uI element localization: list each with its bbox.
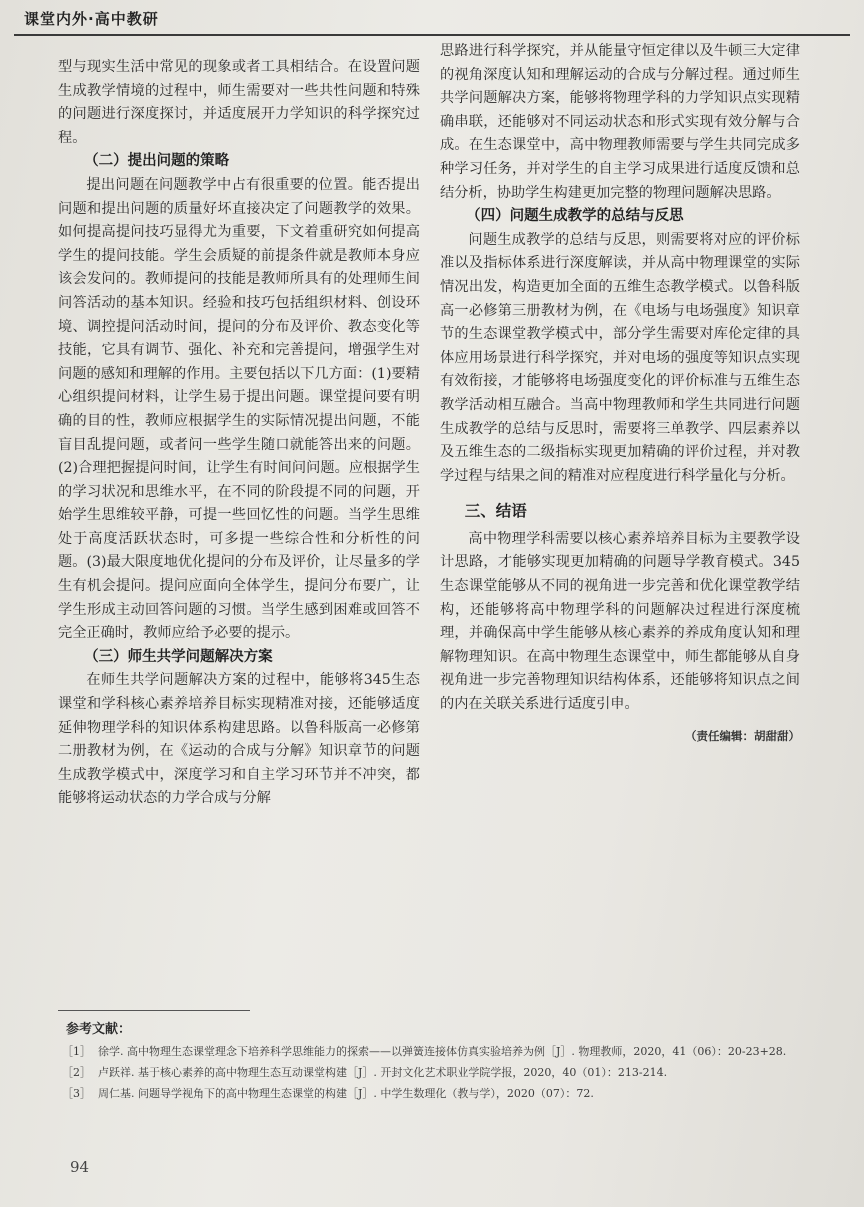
subsection-heading: （四）问题生成教学的总结与反思 bbox=[466, 208, 684, 225]
body-paragraph: 在师生共学问题解决方案的过程中，能够将345生态课堂和学科核心素养培养目标实现精准对接，还能够适度延伸物理学科的知识体系构建思路。以鲁科版高一必修第二册教材为例，在《运动的合成与分解》知识章节的问题生成教学模式中，深度学习和自主学习环节并不冲突，都能够将运动状态的力学合成与分解 bbox=[58, 672, 420, 807]
section-heading-conclusion: 三、结语 bbox=[464, 502, 527, 521]
page-number: 94 bbox=[70, 1158, 90, 1176]
body-paragraph: 思路进行科学探究，并从能量守恒定律以及牛顿三大定律的视角深度认知和理解运动的合成与分解过程。通过师生共学问题解决方案，能够将物理学科的力学知识点实现精确串联，还能够对不同运动状态和形式实现有效分解与合成。在生态课堂中，高中物理教师需要与学生共同完成多种学习任务，并对学生的自主学习成果进行适度反馈和总结分析，协助学生构建更加完整的物理问题解决思路。 bbox=[440, 43, 800, 201]
reference-number: ［3］ bbox=[62, 1087, 91, 1100]
journal-section-title: 课堂内外·高中教研 bbox=[24, 10, 159, 28]
reference-item bbox=[58, 1041, 828, 1062]
footnote-divider bbox=[58, 1010, 250, 1011]
reference-item bbox=[58, 1083, 828, 1104]
body-paragraph: 型与现实生活中常见的现象或者工具相结合。在设置问题生成教学情境的过程中，师生需要对一些共性问题和特殊的问题进行深度探讨，并适度展开力学知识的科学探究过程。 bbox=[58, 59, 420, 146]
reference-text: 周仁基. 问题导学视角下的高中物理生态课堂的构建［J］. 中学生数理化（教与学），2020（07）：72. bbox=[98, 1087, 594, 1100]
body-paragraph: 高中物理学科需要以核心素养培养目标为主要教学设计思路，才能够实现更加精确的问题导学教育模式。345生态课堂能够从不同的视角进一步完善和优化课堂教学结构，还能够将高中物理学科的问题解决过程进行深度梳理，并确保高中学生能够从核心素养的养成角度认知和理解物理知识。在高中物理生态课堂中，师生都能够从自身视角进一步完善物理知识结构体系，还能够将知识点之间的内在关联关系进行适度引申。 bbox=[440, 530, 800, 713]
body-paragraph: 提出问题在问题教学中占有很重要的位置。能否提出问题和提出问题的质量好坏直接决定了问题教学的效果。如何提高提问技巧显得尤为重要，下文着重研究如何提高学生的提问技能。学生会质疑的前提条件就是教师本身应该会发问的。教师提问的技能是教师所具有的处理师生间问答活动的基本知识。经验和技巧包括组织材料、创设环境、调控提问活动时间，提问的分布及评价、教态变化等技能，它具有调节、强化、补充和完善提问，增强学生对问题的感知和理解的作用。主要包括以下几方面：(1)要精心组织提问材料，让学生易于提出问题。课堂提问要有明确的目的性，教师应根据学生的实际情况提出问题，不能盲目乱提问题，或者问一些学生随口就能答出来的问题。(2)合理把握提问时间，让学生有时间问问题。应根据学生的学习状况和思维水平，在不同的阶段提不同的问题，开始学生思维较平静，可提一些回忆性的问题。当学生思维处于高度活跃状态时，可多提一些综合性和分析性的问题。(3)最大限度地优化提问的分布及评价，让尽量多的学生有机会提问。提问应面向全体学生，提问分布要广，让学生形成主动回答问题的习惯。当学生感到困难或回答不完全正确时，教师应给予必要的提示。 bbox=[58, 176, 420, 642]
reference-text: 徐学. 高中物理生态课堂理念下培养科学思维能力的探索——以弹簧连接体仿真实验培养为例［J］. 物理教师，2020，41（06）：20-23+28. bbox=[98, 1045, 787, 1058]
page-header bbox=[14, 4, 850, 36]
right-column bbox=[440, 40, 800, 748]
reference-number: ［1］ bbox=[62, 1045, 91, 1058]
body-paragraph: 问题生成教学的总结与反思，则需要将对应的评价标准以及指标体系进行深度解读，并从高中物理课堂的实际情况出发，构造更加全面的五维生态教学模式。以鲁科版高一必修第三册教材为例，在《电场与电场强度》知识章节的生态课堂教学模式中，部分学生需要对库伦定律的具体应用场景进行科学探究，并对电场的强度等知识点实现有效衔接，才能够将电场强度变化的评价标准与五维生态教学活动相互融合。当高中物理教师和学生共同进行问题生成教学的总结与反思时，需要将三单教学、四层素养以及五维生态的二级指标实现更加精确的评价过程，并对教学过程与结果之间的精准对应程度进行科学量化与分析。 bbox=[440, 231, 800, 484]
subsection-heading: （二）提出问题的策略 bbox=[84, 153, 230, 170]
reference-text: 卢跃祥. 基于核心素养的高中物理生态互动课堂构建［J］. 开封文化艺术职业学院学报，2020，40（01）：213-214. bbox=[98, 1066, 668, 1079]
reference-number: ［2］ bbox=[62, 1066, 91, 1079]
left-column bbox=[58, 56, 420, 811]
references-title: 参考文献： bbox=[66, 1022, 132, 1037]
subsection-heading: （三）师生共学问题解决方案 bbox=[84, 648, 273, 665]
references bbox=[58, 1018, 828, 1104]
responsible-editor: （责任编辑：胡甜甜） bbox=[685, 728, 800, 743]
reference-item bbox=[58, 1062, 828, 1083]
